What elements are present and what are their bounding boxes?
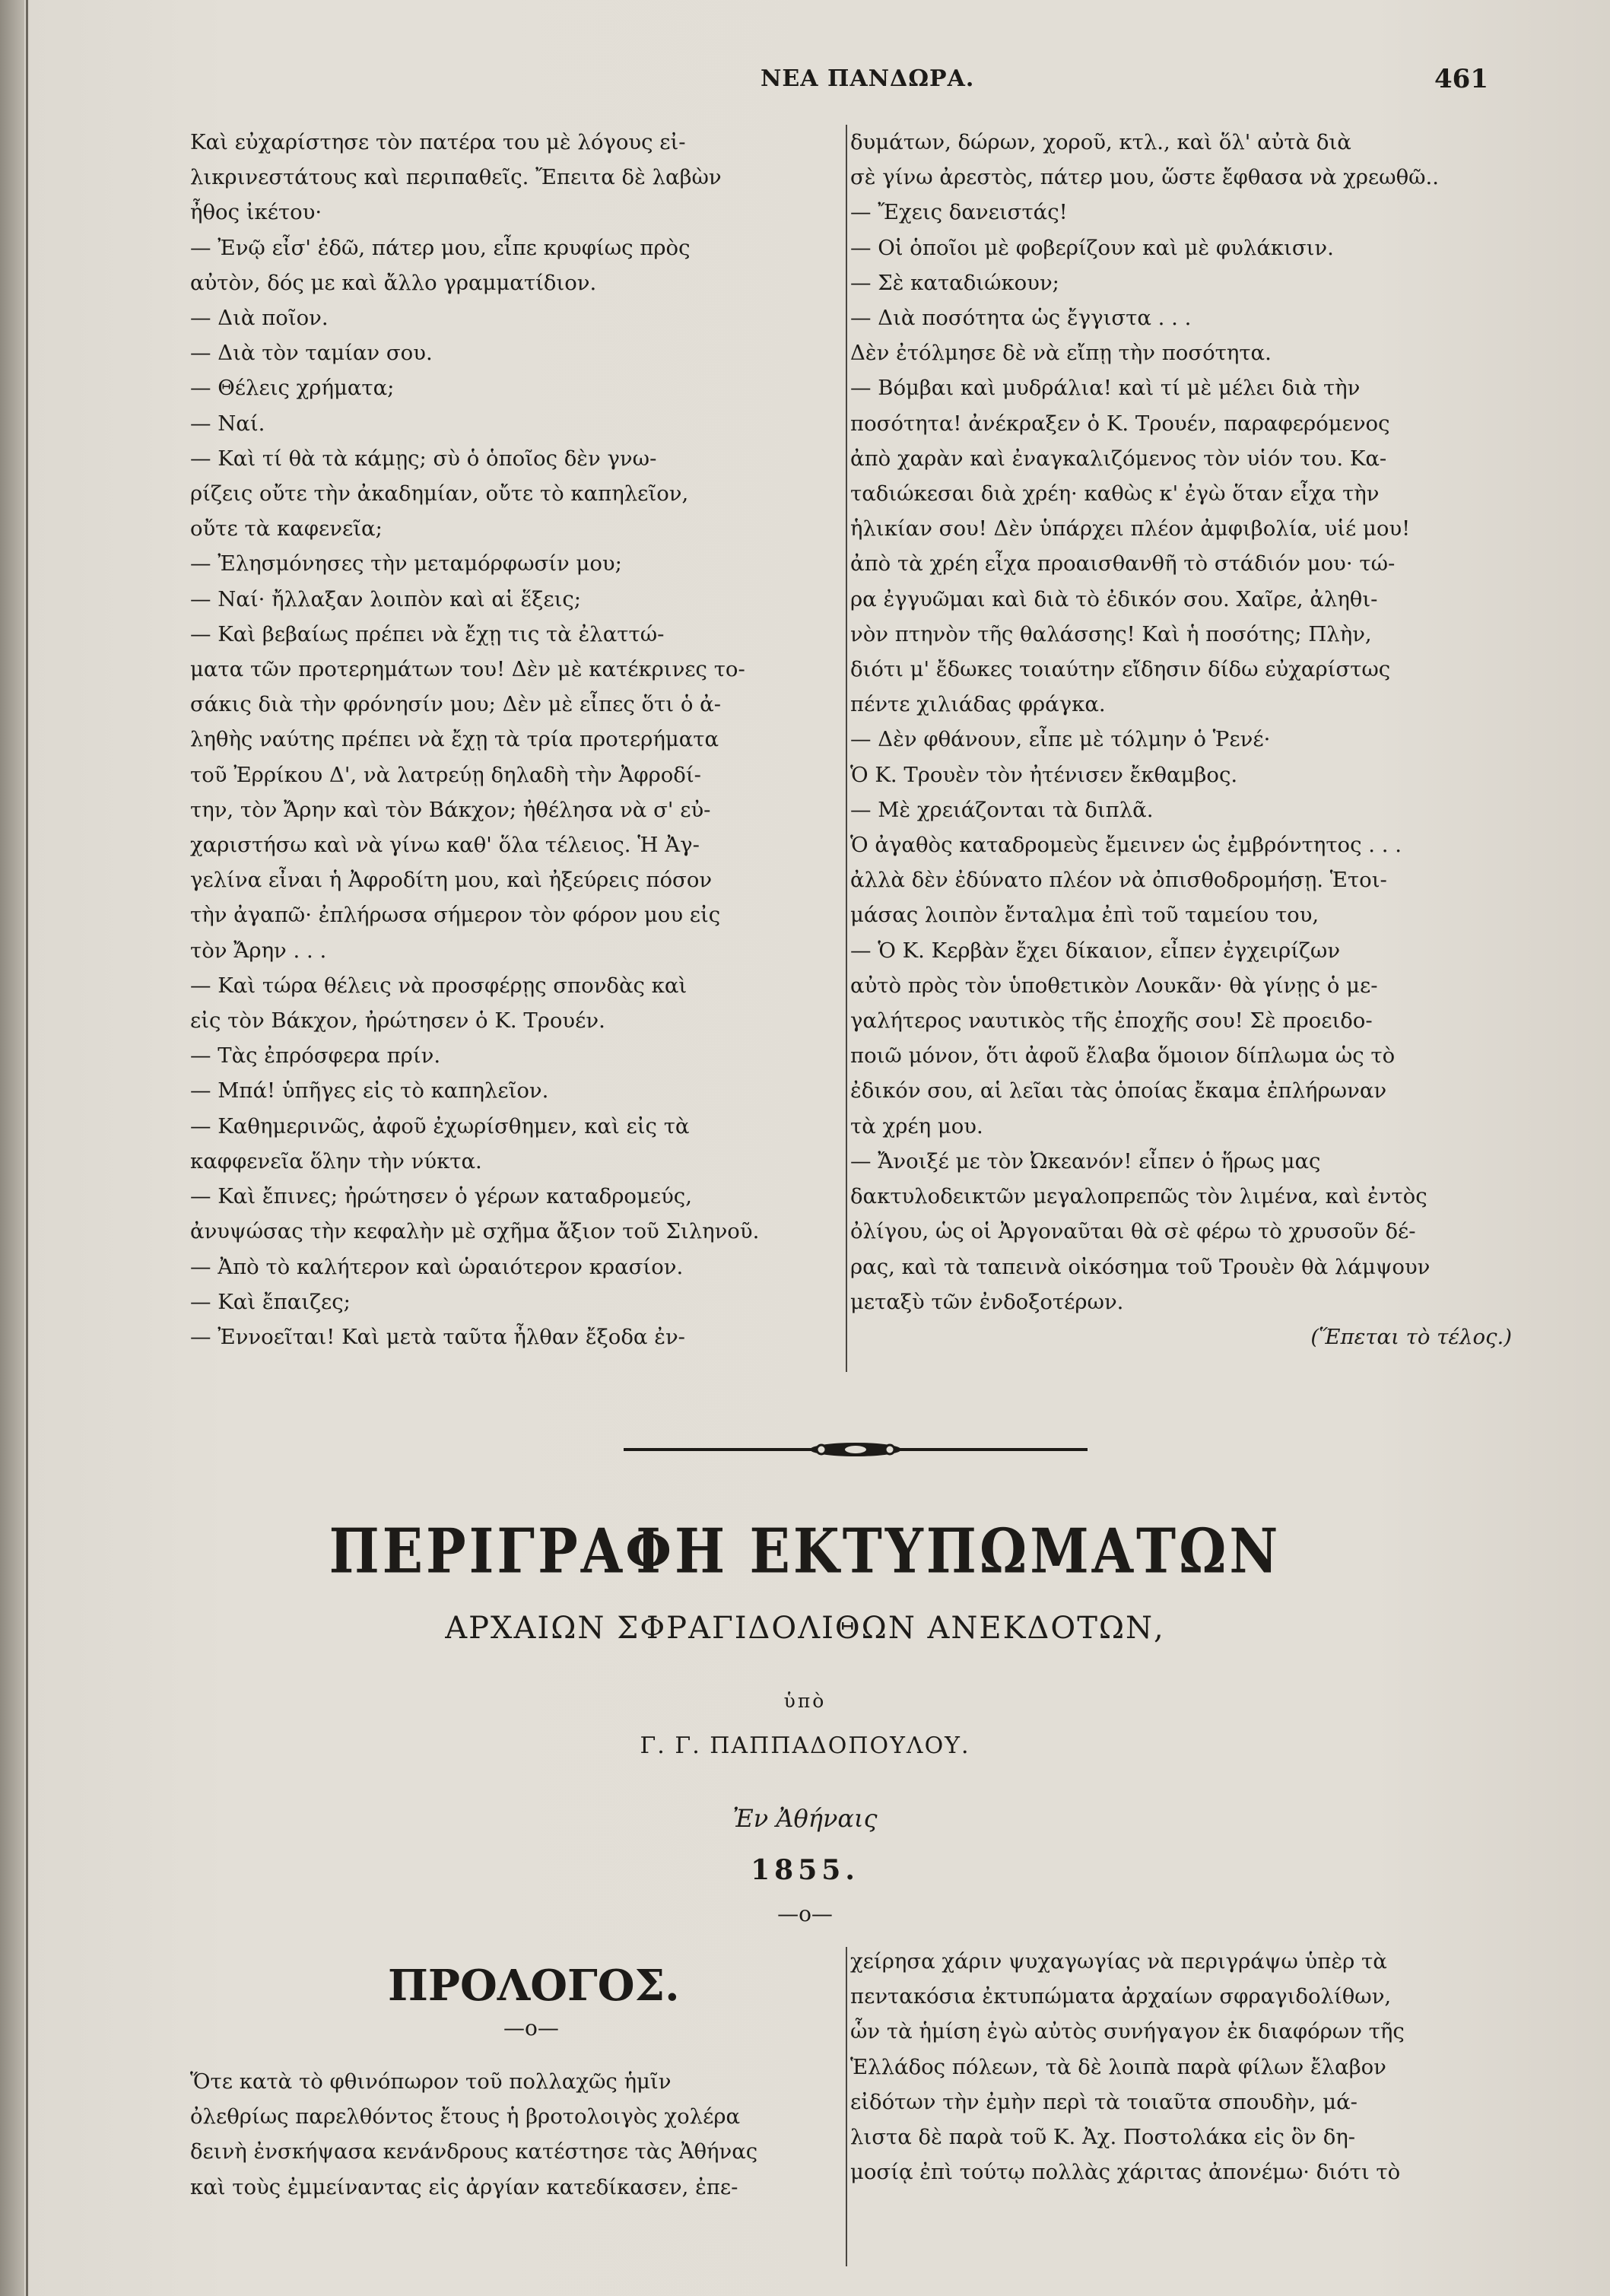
text-line: ποσότητα! ἀνέκραξεν ὁ Κ. Τρουέν, παραφερόμενος <box>850 411 1390 436</box>
text-line: — Δὲν φθάνουν, εἶπε μὲ τόλμην ὁ Ῥενέ· <box>850 727 1271 752</box>
text-line: την, τὸν Ἄρην καὶ τὸν Βάκχον; ἠθέλησα νὰ σ' εὐ- <box>190 797 711 822</box>
text-line: ὧν τὰ ἡμίση ἐγὼ αὐτὸς συνήγαγον ἐκ διαφόρων τῆς <box>850 2019 1405 2044</box>
text-line: δεινὴ ἐνσκήψασα κενάνδρους κατέστησε τὰς Ἀθήνας <box>190 2139 758 2164</box>
text-line: Ὁ Κ. Τρουὲν τὸν ἠτένισεν ἔκθαμβος. <box>850 762 1238 787</box>
text-line: αὐτὸ πρὸς τὸν ὑποθετικὸν Λουκᾶν· θὰ γίνῃς ὁ με- <box>850 973 1378 998</box>
text-line: γελίνα εἶναι ἡ Ἀφροδίτη μου, καὶ ἠξεύρεις πόσον <box>190 868 713 893</box>
text-line: νὸν πτηνὸν τῆς θαλάσσης! Καὶ ἡ ποσότης; Πλὴν, <box>850 621 1372 646</box>
ornamental-divider <box>624 1439 1088 1460</box>
text-line: — Ναί· ἤλλαξαν λοιπὸν καὶ αἱ ἕξεις; <box>190 586 582 611</box>
text-line: — Μπά! ὑπῆγες εἰς τὸ καπηλεῖον. <box>190 1078 549 1104</box>
section-title: ΠΕΡΙΓΡΑΦΗ ΕΚΤΥΠΩΜΑΤΩΝ <box>329 1514 1281 1588</box>
text-line: — Ἄνοιξέ με τὸν Ὠκεανόν! εἶπεν ὁ ἥρως μας <box>850 1148 1321 1173</box>
text-line: μεταξὺ τῶν ἐνδοξοτέρων. <box>850 1289 1124 1314</box>
text-line: — Μὲ χρειάζονται τὰ διπλᾶ. <box>850 797 1154 822</box>
text-line: λικρινεστάτους καὶ περιπαθεῖς. Ἔπειτα δὲ λαβὼν <box>190 165 722 190</box>
text-line: — Ὁ Κ. Κερβὰν ἔχει δίκαιον, εἶπεν ἐγχειρίζων <box>850 938 1341 963</box>
text-line: — Καὶ βεβαίως πρέπει νὰ ἔχῃ τις τὰ ἐλαττώ- <box>190 621 665 646</box>
left-column <box>190 125 844 1354</box>
publication-year: 1855. <box>751 1854 859 1886</box>
text-line: Καὶ εὐχαρίστησε τὸν πατέρα του μὲ λόγους εἰ- <box>190 130 686 154</box>
text-line: καφφενεῖα ὅλην τὴν νύκτα. <box>190 1148 482 1173</box>
text-line: ἦθος ἰκέτου· <box>190 200 322 225</box>
text-line: — Καὶ ἔπινες; ἠρώτησεν ὁ γέρων καταδρομεύς, <box>190 1184 692 1209</box>
section-separator: —o— <box>777 1901 833 1926</box>
text-line: Δὲν ἐτόλμησε δὲ νὰ εἴπῃ τὴν ποσότητα. <box>850 341 1272 366</box>
text-line: — Θέλεις χρήματα; <box>190 376 395 401</box>
binding-edge <box>26 0 28 2296</box>
prologue-left-column <box>190 2064 844 2205</box>
text-line: ποιῶ μόνον, ὅτι ἀφοῦ ἔλαβα ὅμοιον δίπλωμα ὡς τὸ <box>850 1043 1396 1069</box>
text-line: ἡλικίαν σου! Δὲν ὑπάρχει πλέον ἀμφιβολία, υἱέ μου! <box>850 516 1411 541</box>
text-line: Ὁ ἀγαθὸς καταδρομεὺς ἔμεινεν ὡς ἐμβρόντητος . . . <box>850 833 1402 858</box>
text-line: ρα ἐγγυῶμαι καὶ διὰ τὸ ἐδικόν σου. Χαῖρε, ἀληθι- <box>850 586 1378 611</box>
text-line: — Ἐνῷ εἶσ' ἐδῶ, πάτερ μου, εἶπε κρυφίως πρὸς <box>190 235 691 260</box>
text-line: — Καὶ τί θὰ τὰ κάμῃς; σὺ ὁ ὁποῖος δὲν γνω- <box>190 446 657 471</box>
section-subtitle: ΑΡΧΑΙΩΝ ΣΦΡΑΓΙΔΟΛΙΘΩΝ ΑΝΕΚΔΟΤΩΝ, <box>445 1611 1165 1646</box>
text-line: ἀνυψώσας τὴν κεφαλὴν μὲ σχῆμα ἄξιον τοῦ Σιληνοῦ. <box>190 1219 760 1244</box>
text-line: τὴν ἀγαπῶ· ἐπλήρωσα σήμερον τὸν φόρον μου εἰς <box>190 903 721 928</box>
running-title: ΝΕΑ ΠΑΝΔΩΡΑ. <box>761 65 975 92</box>
text-line: ἀλλὰ δὲν ἐδύνατο πλέον νὰ ὀπισθοδρομήσῃ. Ἑτοι- <box>850 868 1387 893</box>
prologue-column-divider <box>846 1947 847 2266</box>
prologue-separator: —o— <box>503 2015 559 2040</box>
text-line: — Διὰ τὸν ταμίαν σου. <box>190 341 433 366</box>
text-line: αὐτὸν, δός με καὶ ἄλλο γραμματίδιον. <box>190 270 597 295</box>
text-line: ὀλίγου, ὡς οἱ Ἀργοναῦται θὰ σὲ φέρω τὸ χρυσοῦν δέ- <box>850 1219 1416 1244</box>
text-line: λιστα δὲ παρὰ τοῦ Κ. Ἀχ. Ποστολάκα εἰς ὃν δη- <box>850 2125 1356 2150</box>
text-line: οὔτε τὰ καφενεῖα; <box>190 516 383 541</box>
right-column <box>850 125 1512 1354</box>
prologue-right-column <box>850 1944 1512 2190</box>
text-line: διότι μ' ἔδωκες τοιαύτην εἴδησιν δίδω εὐχαρίστως <box>850 657 1391 682</box>
text-line: ληθὴς ναύτης πρέπει νὰ ἔχῃ τὰ τρία προτερήματα <box>190 727 719 752</box>
text-line: μοσίᾳ ἐπὶ τούτῳ πολλὰς χάριτας ἀπονέμω· διότι τὸ <box>850 2160 1401 2185</box>
text-line: — Σὲ καταδιώκουν; <box>850 270 1059 295</box>
publication-place: Ἐν Ἀθήναις <box>732 1804 878 1833</box>
text-line: ἀπὸ χαρὰν καὶ ἐναγκαλιζόμενος τὸν υἱόν του. Κα- <box>850 446 1387 471</box>
author-name: Γ. Γ. ΠΑΠΠΑΔΟΠΟΥΛΟΥ. <box>640 1732 970 1759</box>
text-line: δακτυλοδεικτῶν μεγαλοπρεπῶς τὸν λιμένα, καὶ ἐντὸς <box>850 1184 1427 1209</box>
book-binding <box>0 0 24 2296</box>
text-line: — Βόμβαι καὶ μυδράλια! καὶ τί μὲ μέλει διὰ τὴν <box>850 376 1361 401</box>
text-line: — Διὰ ποῖον. <box>190 306 329 331</box>
text-line: — Ἐλησμόνησες τὴν μεταμόρφωσίν μου; <box>190 551 622 576</box>
text-line: πέντε χιλιάδας φράγκα. <box>850 692 1106 717</box>
continued-note: (Ἕπεται τὸ τέλος.) <box>1310 1324 1512 1349</box>
text-line: — Ἔχεις δανειστάς! <box>850 200 1068 225</box>
text-line: — Καὶ τώρα θέλεις νὰ προσφέρῃς σπονδὰς καὶ <box>190 973 688 998</box>
text-line: δυμάτων, δώρων, χοροῦ, κτλ., καὶ ὅλ' αὐτὰ διὰ <box>850 130 1351 154</box>
page-number: 461 <box>1434 64 1488 94</box>
text-line: — Ἀπὸ τὸ καλήτερον καὶ ὡραιότερον κρασίον. <box>190 1254 684 1279</box>
text-line: — Καθημερινῶς, ἀφοῦ ἐχωρίσθημεν, καὶ εἰς τὰ <box>190 1113 690 1138</box>
text-line: σὲ γίνω ἀρεστὸς, πάτερ μου, ὥστε ἔφθασα νὰ χρεωθῶ.. <box>850 165 1440 190</box>
text-line: ἀπὸ τὰ χρέη εἶχα προαισθανθῆ τὸ στάδιόν μου· τώ- <box>850 551 1396 576</box>
text-line: Ἑλλάδος πόλεων, τὰ δὲ λοιπὰ παρὰ φίλων ἔλαβον <box>850 2054 1386 2079</box>
text-line: ρίζεις οὔτε τὴν ἀκαδημίαν, οὔτε τὸ καπηλεῖον, <box>190 481 689 507</box>
text-line: τὸν Ἄρην . . . <box>190 938 327 963</box>
text-line: — Διὰ ποσότητα ὡς ἔγγιστα . . . <box>850 306 1192 331</box>
text-line: — Τὰς ἐπρόσφερα πρίν. <box>190 1043 441 1069</box>
text-line: Ὅτε κατὰ τὸ φθινόπωρον τοῦ πολλαχῶς ἡμῖν <box>190 2069 672 2094</box>
text-line: — Οἱ ὁποῖοι μὲ φοβερίζουν καὶ μὲ φυλάκισιν. <box>850 235 1334 260</box>
text-line: καὶ τοὺς ἐμμείναντας εἰς ἀργίαν κατεδίκασεν, ἐπε- <box>190 2174 738 2199</box>
text-line: ἐδικόν σου, αἱ λεῖαι τὰς ὁποίας ἔκαμα ἐπλήρωναν <box>850 1078 1387 1104</box>
prologue-heading: ΠΡΟΛΟΓΟΣ. <box>388 1961 680 2011</box>
text-line: πεντακόσια ἐκτυπώματα ἀρχαίων σφραγιδολίθων, <box>850 1984 1392 2009</box>
text-line: τοῦ Ἐρρίκου Δ', νὰ λατρεύῃ δηλαδὴ τὴν Ἀφροδί- <box>190 762 701 787</box>
text-line: χαριστήσω καὶ νὰ γίνω καθ' ὅλα τέλειος. Ἡ Ἀγ- <box>190 833 700 858</box>
text-line: χείρησα χάριν ψυχαγωγίας νὰ περιγράψω ὑπὲρ τὰ <box>850 1949 1387 1974</box>
author-by: ὑπὸ <box>783 1690 827 1712</box>
column-divider <box>846 125 847 1372</box>
text-line: ταδιώκεσαι διὰ χρέη· καθὼς κ' ἐγὼ ὅταν εἶχα τὴν <box>850 481 1380 507</box>
text-line: εἰς τὸν Βάκχον, ἠρώτησεν ὁ Κ. Τρουέν. <box>190 1008 605 1034</box>
text-line: ὀλεθρίως παρελθόντος ἔτους ἡ βροτολοιγὸς χολέρα <box>190 2104 741 2129</box>
text-line: εἰδότων τὴν ἐμὴν περὶ τὰ τοιαῦτα σπουδὴν, μά- <box>850 2089 1358 2114</box>
text-line: ρας, καὶ τὰ ταπεινὰ οἰκόσημα τοῦ Τρουὲν θὰ λάμψουν <box>850 1254 1431 1279</box>
text-line: γαλήτερος ναυτικὸς τῆς ἐποχῆς σου! Σὲ προειδο- <box>850 1008 1373 1034</box>
text-line: — Ἐννοεῖται! Καὶ μετὰ ταῦτα ἦλθαν ἔξοδα ἐν- <box>190 1324 685 1349</box>
text-line: — Καὶ ἔπαιζες; <box>190 1289 351 1314</box>
text-line: — Ναί. <box>190 411 265 436</box>
text-line: μάσας λοιπὸν ἔνταλμα ἐπὶ τοῦ ταμείου του, <box>850 903 1319 928</box>
text-line: σάκις διὰ τὴν φρόνησίν μου; Δὲν μὲ εἶπες ὅτι ὁ ἀ- <box>190 692 721 717</box>
text-line: τὰ χρέη μου. <box>850 1113 983 1138</box>
text-line: ματα τῶν προτερημάτων του! Δὲν μὲ κατέκρινες το- <box>190 657 745 682</box>
